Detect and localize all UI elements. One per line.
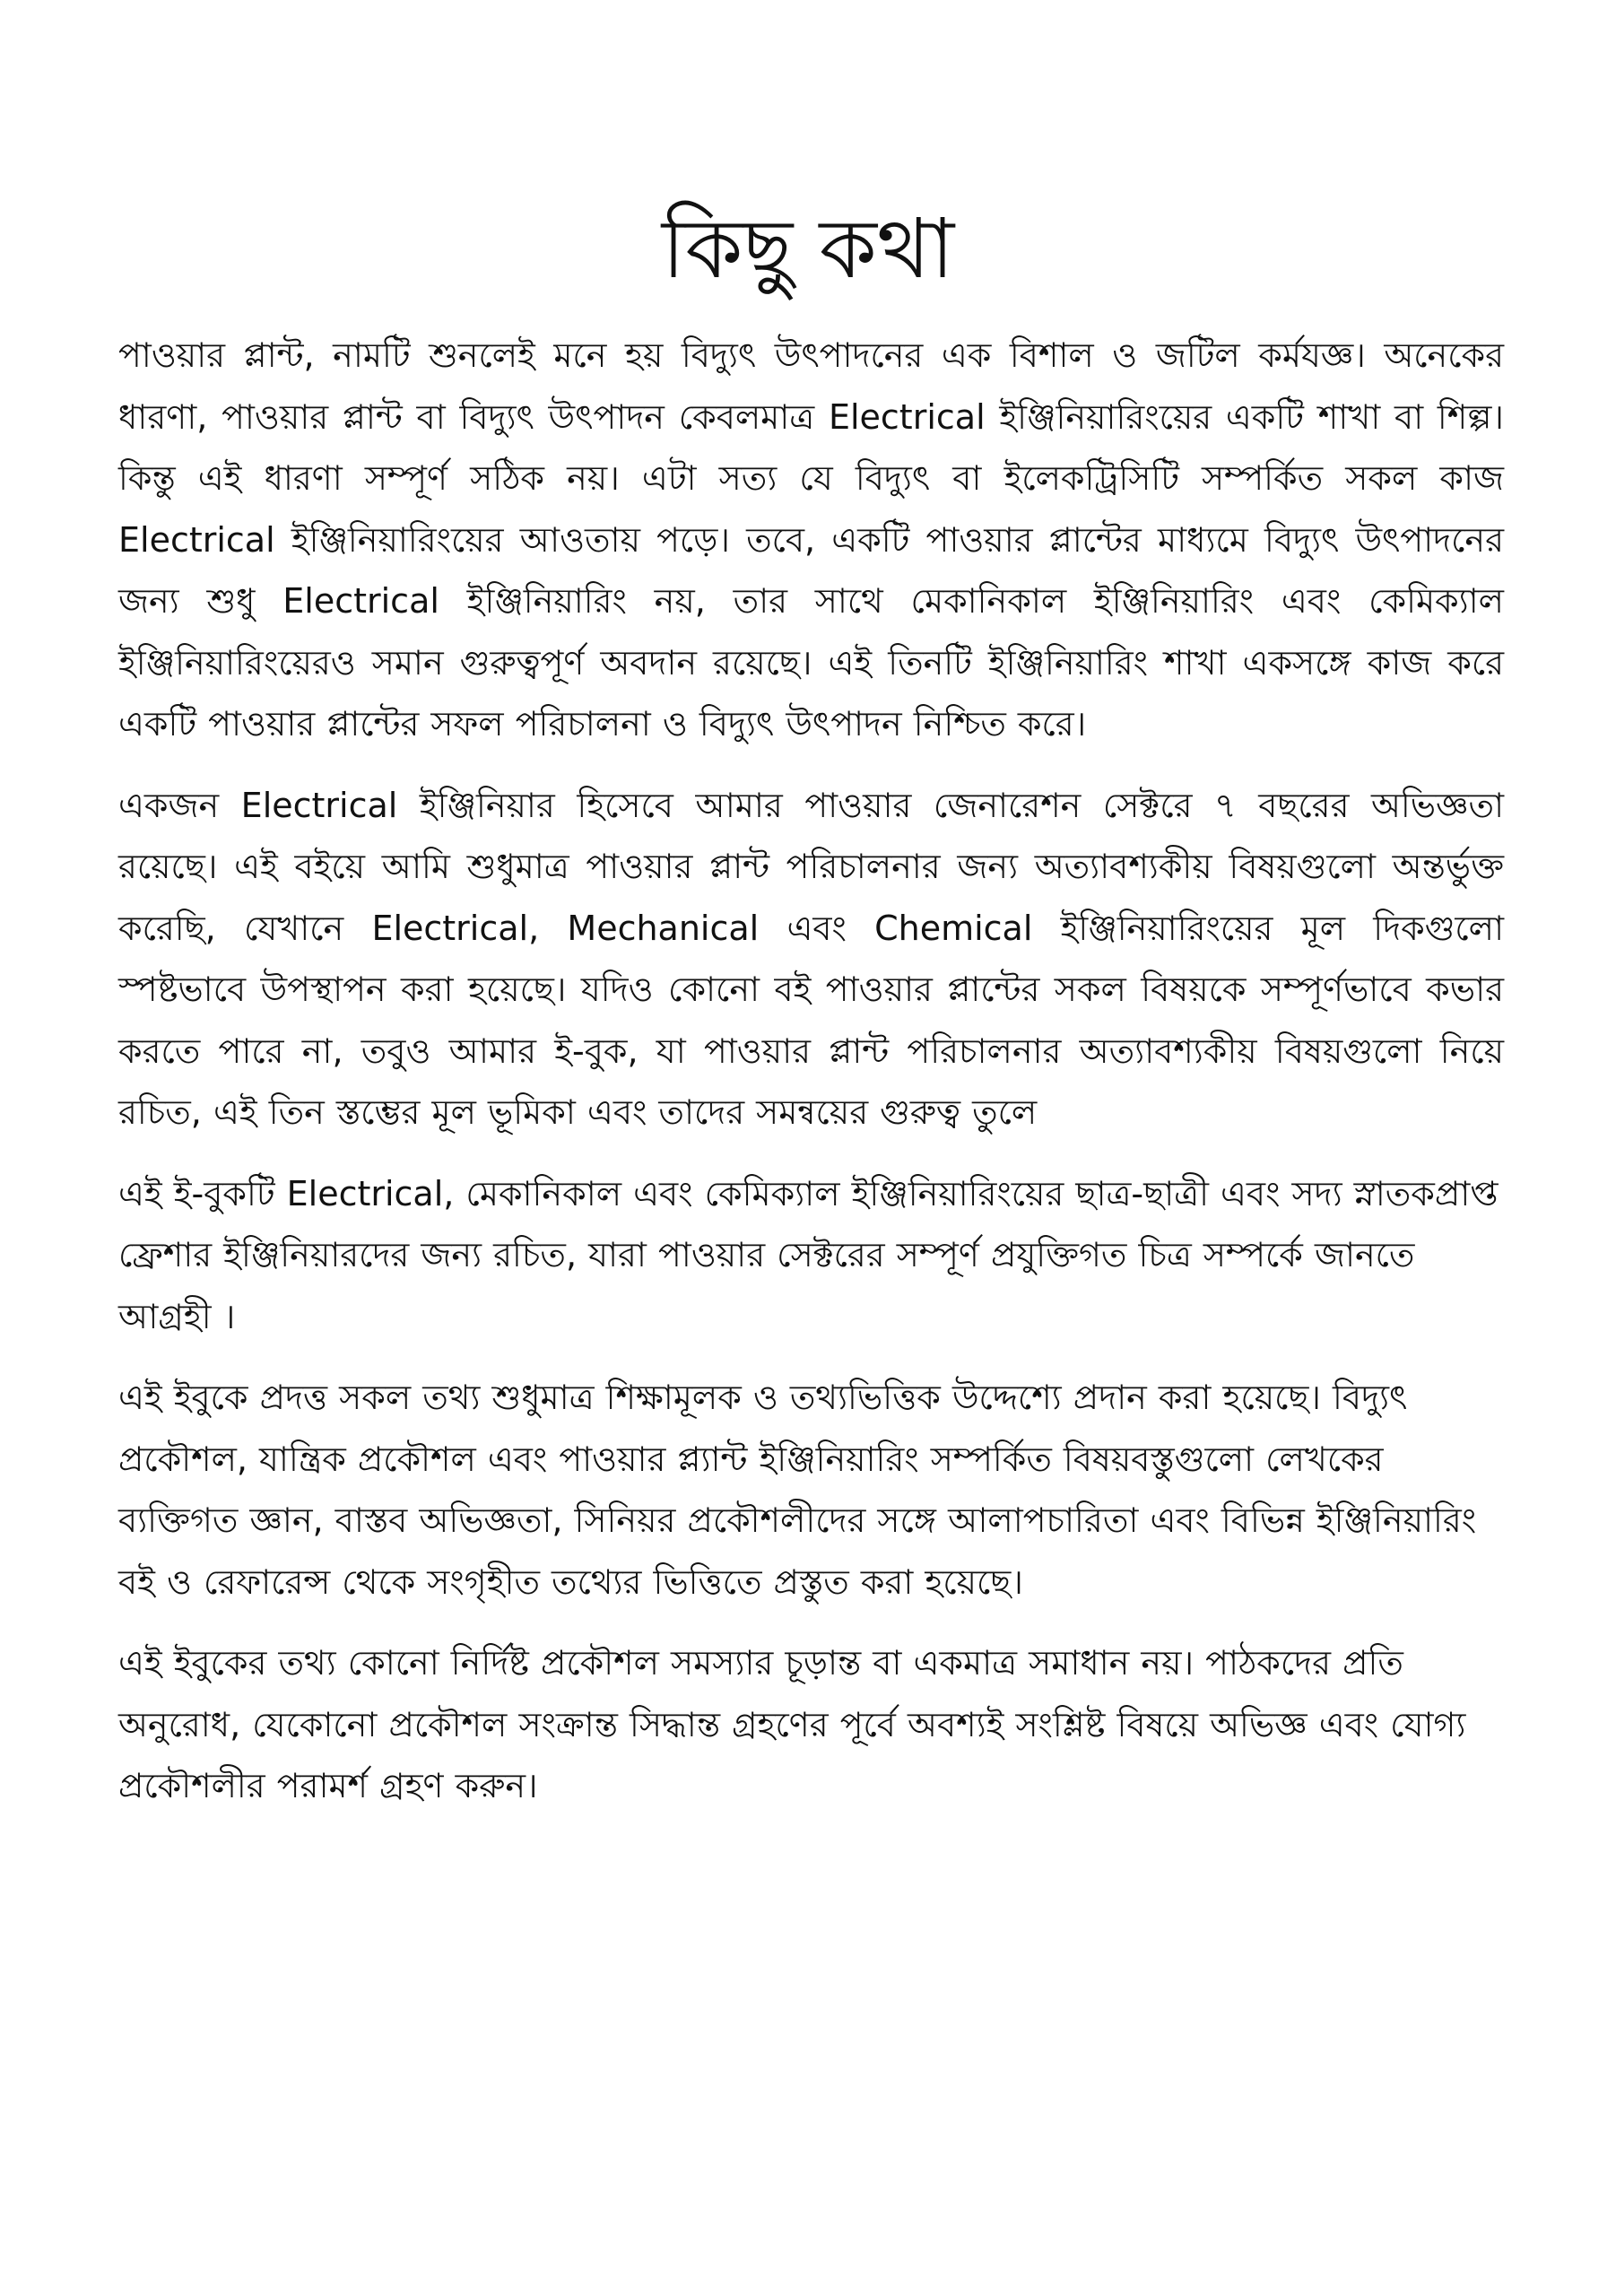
- paragraph-information-source: এই ইবুকে প্রদত্ত সকল তথ্য শুধুমাত্র শিক্ষামূলক ও তথ্যভিত্তিক উদ্দেশ্যে প্রদান করা হয়েছে। বিদ্যুৎ প্রকৌশল, যান্ত্রিক প্রকৌশল এবং পাওয়ার প্ল্যান্ট ইঞ্জিনিয়ারিং সম্পর্কিত বিষয়বস্তুগুলো লেখকের ব্যক্তিগত জ্ঞান, বাস্তব অভিজ্ঞতা, সিনিয়র প্রকৌশলীদের সঙ্গে আলাপচারিতা এবং বিভিন্ন ইঞ্জিনিয়ারিং বই ও রেফারেন্স থেকে সংগৃহীত তথ্যের ভিত্তিতে প্রস্তুত করা হয়েছে।: [118, 1378, 1477, 1602]
- paragraph-intro: পাওয়ার প্লান্ট, নামটি শুনলেই মনে হয় বিদ্যুৎ উৎপাদনের এক বিশাল ও জটিল কর্মযজ্ঞ। অনেকের ধারণা, পাওয়ার প্লান্ট বা বিদ্যুৎ উৎপাদন কেবলমাত্র Electrical ইঞ্জিনিয়ারিংয়ের একটি শাখা বা শিল্প। কিন্তু এই ধারণা সম্পূর্ণ সঠিক নয়। এটা সত্য যে বিদ্যুৎ বা ইলেকট্রিসিটি সম্পর্কিত সকল কাজ Electrical ইঞ্জিনিয়ারিংয়ের আওতায় পড়ে। তবে, একটি পাওয়ার প্লান্টের মাধ্যমে বিদ্যুৎ উৎপাদনের জন্য শুধু Electrical ইঞ্জিনিয়ারিং নয়, তার সাথে মেকানিকাল ইঞ্জিনিয়ারিং এবং কেমিক্যাল ইঞ্জিনিয়ারিংয়েরও সমান গুরুত্বপূর্ণ অবদান রয়েছে। এই তিনটি ইঞ্জিনিয়ারিং শাখা একসঙ্গে কাজ করে একটি পাওয়ার প্লান্টের সফল পরিচালনা ও বিদ্যুৎ উৎপাদন নিশ্চিত করে।: [118, 335, 1504, 744]
- document-body: [118, 325, 1504, 1837]
- page-title: কিছু কথা: [661, 201, 955, 297]
- paragraph-audience: এই ই-বুকটি Electrical, মেকানিকাল এবং কেমিক্যাল ইঞ্জিনিয়ারিংয়ের ছাত্র-ছাত্রী এবং সদ্য স্নাতকপ্রাপ্ত ফ্রেশার ইঞ্জিনিয়ারদের জন্য রচিত, যারা পাওয়ার সেক্টরের সম্পূর্ণ প্রযুক্তিগত চিত্র সম্পর্কে জানতে আগ্রহী ।: [118, 1173, 1499, 1336]
- paragraph-disclaimer: এই ইবুকের তথ্য কোনো নির্দিষ্ট প্রকৌশল সমস্যার চূড়ান্ত বা একমাত্র সমাধান নয়। পাঠকদের প্রতি অনুরোধ, যেকোনো প্রকৌশল সংক্রান্ত সিদ্ধান্ত গ্রহণের পূর্বে অবশ্যই সংশ্লিষ্ট বিষয়ে অভিজ্ঞ এবং যোগ্য প্রকৌশলীর পরামর্শ গ্রহণ করুন।: [118, 1643, 1466, 1805]
- paragraph-author-experience: একজন Electrical ইঞ্জিনিয়ার হিসেবে আমার পাওয়ার জেনারেশন সেক্টরে ৭ বছরের অভিজ্ঞতা রয়েছে। এই বইয়ে আমি শুধুমাত্র পাওয়ার প্লান্ট পরিচালনার জন্য অত্যাবশ্যকীয় বিষয়গুলো অন্তর্ভুক্ত করেছি, যেখানে Electrical, Mechanical এবং Chemical ইঞ্জিনিয়ারিংয়ের মূল দিকগুলো স্পষ্টভাবে উপস্থাপন করা হয়েছে। যদিও কোনো বই পাওয়ার প্লান্টের সকল বিষয়কে সম্পূর্ণভাবে কভার করতে পারে না, তবুও আমার ই-বুক, যা পাওয়ার প্লান্ট পরিচালনার অত্যাবশ্যকীয় বিষয়গুলো নিয়ে রচিত, এই তিন স্তম্ভের মূল ভূমিকা এবং তাদের সমন্বয়ের গুরুত্ব তুলে: [118, 785, 1504, 1132]
